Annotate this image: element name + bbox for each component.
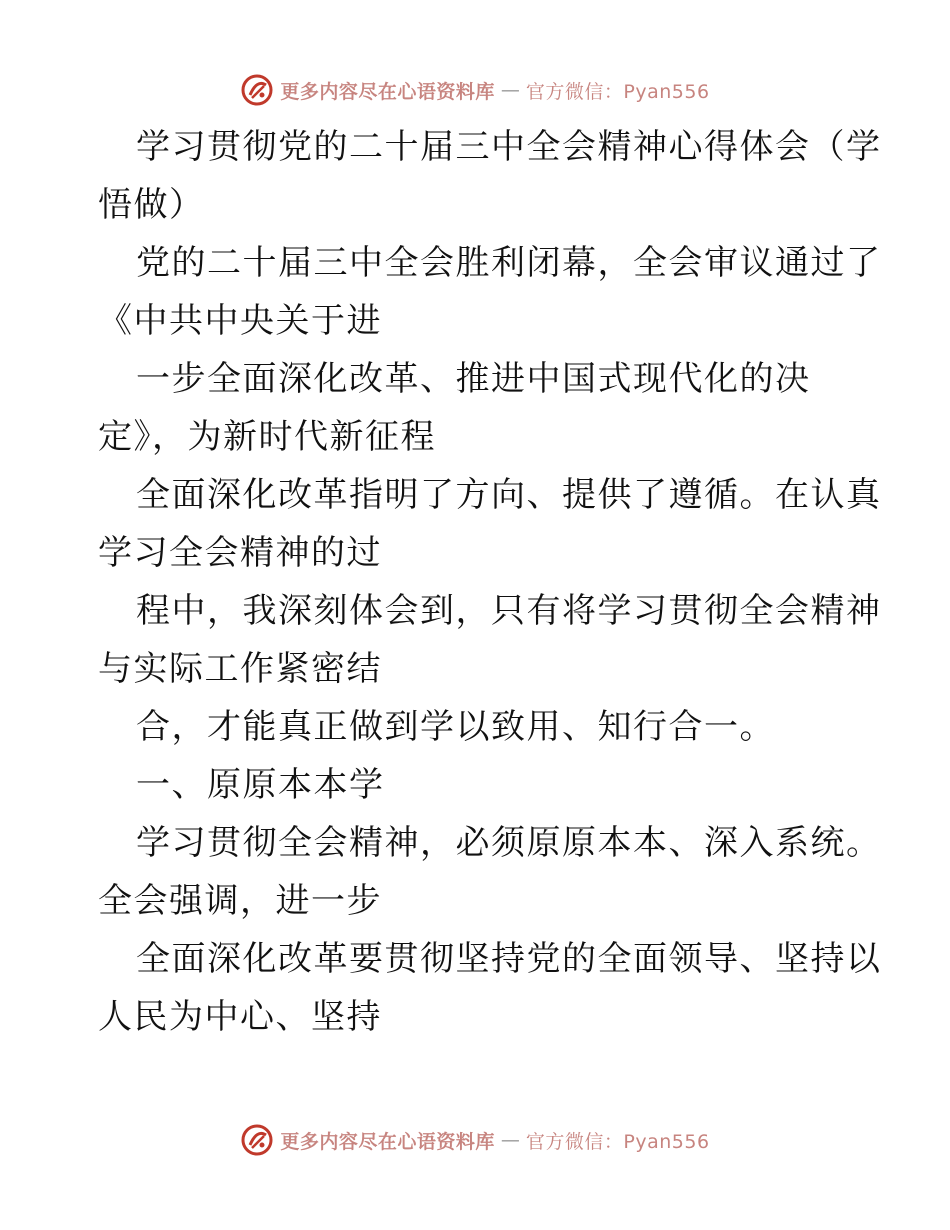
- paragraph-line: 学习全会精神的过: [98, 533, 382, 573]
- paragraph-line: 《中共中央关于进: [98, 301, 382, 341]
- logo-icon: [240, 73, 274, 107]
- footer-banner: [0, 1120, 950, 1160]
- section-heading: 一、原原本本学: [136, 765, 385, 805]
- paragraph-line: 学习贯彻党的二十届三中全会精神心得体会（学: [136, 127, 882, 167]
- header-site-text: 更多内容尽在心语资料库: [280, 80, 495, 103]
- paragraph-line: 合，才能真正做到学以致用、知行合一。: [136, 707, 775, 747]
- paragraph-line: 与实际工作紧密结: [98, 649, 382, 689]
- header-banner: [0, 70, 950, 110]
- paragraph-line: 人民为中心、坚持: [98, 997, 382, 1037]
- footer-dash: —: [500, 1129, 520, 1151]
- paragraph-line: 全会强调，进一步: [98, 881, 382, 921]
- paragraph-line: 全面深化改革要贯彻坚持党的全面领导、坚持以: [136, 939, 882, 979]
- header-wechat-text: 官方微信：Pyan556: [525, 80, 710, 103]
- paragraph-line: 程中，我深刻体会到，只有将学习贯彻全会精神: [136, 591, 882, 631]
- document-body: [98, 118, 882, 1046]
- paragraph-line: 定》，为新时代新征程: [98, 417, 436, 457]
- paragraph-line: 全面深化改革指明了方向、提供了遵循。在认真: [136, 475, 882, 515]
- footer-wechat-text: 官方微信：Pyan556: [525, 1130, 710, 1153]
- footer-site-text: 更多内容尽在心语资料库: [280, 1130, 495, 1153]
- paragraph-line: 悟做）: [98, 185, 205, 225]
- header-dash: —: [500, 79, 520, 101]
- paragraph-line: 学习贯彻全会精神，必须原原本本、深入系统。: [136, 823, 882, 863]
- paragraph-line: 一步全面深化改革、推进中国式现代化的决: [136, 359, 811, 399]
- logo-icon: [240, 1123, 274, 1157]
- paragraph-line: 党的二十届三中全会胜利闭幕，全会审议通过了: [136, 243, 882, 283]
